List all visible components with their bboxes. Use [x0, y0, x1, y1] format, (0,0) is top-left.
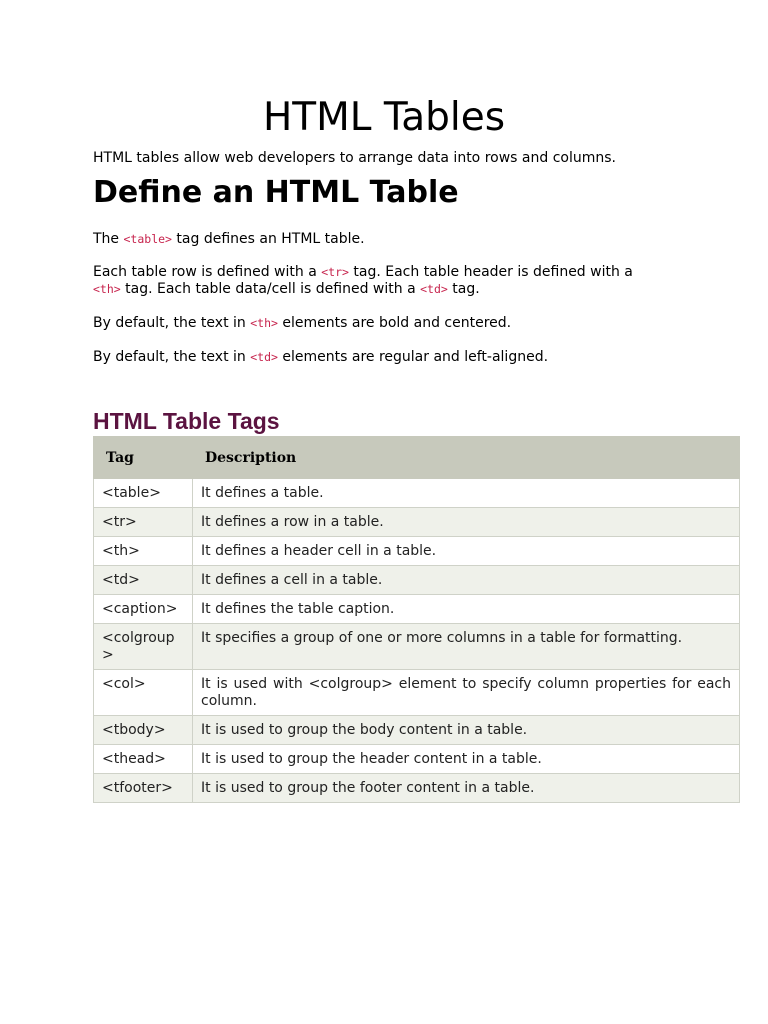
- table-header-row: [94, 437, 740, 479]
- html-tags-table: [93, 436, 740, 803]
- table-row: [94, 595, 740, 624]
- description-cell: It defines a row in a table.: [193, 508, 740, 537]
- table-row: [94, 624, 740, 670]
- intro-paragraph: HTML tables allow web developers to arrange data into rows and columns.: [93, 150, 616, 166]
- text-segment: tag. Each table data/cell is defined with a: [120, 281, 421, 297]
- text-segment: Each table row is defined with a: [93, 264, 322, 280]
- description-cell: It specifies a group of one or more columns in a table for formatting.: [193, 624, 740, 670]
- paragraph-th-default: [93, 315, 673, 332]
- text-segment: tag. Each table header is defined with a: [348, 264, 633, 280]
- code-td-tag: <td>: [250, 350, 278, 364]
- description-cell: It defines a table.: [193, 479, 740, 508]
- description-cell: It defines the table caption.: [193, 595, 740, 624]
- page-title: HTML Tables: [262, 95, 506, 140]
- text-segment: By default, the text in: [93, 315, 251, 331]
- text-segment: tag defines an HTML table.: [171, 231, 365, 247]
- text-segment: By default, the text in: [93, 349, 251, 365]
- paragraph-row-header-cell: [93, 264, 663, 298]
- description-cell: It is used to group the header content in a table.: [193, 745, 740, 774]
- description-cell: It defines a cell in a table.: [193, 566, 740, 595]
- text-segment: tag.: [447, 281, 480, 297]
- text-segment: The: [93, 231, 124, 247]
- header-description: Description: [193, 437, 740, 479]
- tag-cell: <thead>: [94, 745, 193, 774]
- table-row: [94, 670, 740, 716]
- description-cell: It is used to group the footer content in a table.: [193, 774, 740, 803]
- description-cell: It is used to group the body content in a table.: [193, 716, 740, 745]
- tag-cell: <tr>: [94, 508, 193, 537]
- table-row: [94, 508, 740, 537]
- tag-cell: <td>: [94, 566, 193, 595]
- tag-cell: <colgroup>: [94, 624, 193, 670]
- paragraph-td-default: [93, 349, 673, 366]
- table-tags-heading: HTML Table Tags: [93, 408, 280, 434]
- section-title: Define an HTML Table: [93, 175, 459, 210]
- tag-cell: <tfooter>: [94, 774, 193, 803]
- tag-cell: <caption>: [94, 595, 193, 624]
- table-row: [94, 479, 740, 508]
- table-row: [94, 566, 740, 595]
- tag-cell: <table>: [94, 479, 193, 508]
- text-segment: elements are regular and left-aligned.: [277, 349, 549, 365]
- description-cell: It defines a header cell in a table.: [193, 537, 740, 566]
- code-td-tag: <td>: [420, 282, 448, 296]
- code-th-tag: <th>: [93, 282, 121, 296]
- table-row: [94, 716, 740, 745]
- code-table-tag: <table>: [123, 232, 172, 246]
- description-cell: It is used with <colgroup> element to specify column properties for each column.: [193, 670, 740, 716]
- table-row: [94, 745, 740, 774]
- text-segment: elements are bold and centered.: [277, 315, 512, 331]
- tag-cell: <th>: [94, 537, 193, 566]
- tag-cell: <col>: [94, 670, 193, 716]
- tag-cell: <tbody>: [94, 716, 193, 745]
- code-th-tag: <th>: [250, 316, 278, 330]
- table-row: [94, 537, 740, 566]
- table-row: [94, 774, 740, 803]
- paragraph-table-tag: [93, 231, 673, 248]
- code-tr-tag: <tr>: [321, 265, 349, 279]
- header-tag: Tag: [94, 437, 193, 479]
